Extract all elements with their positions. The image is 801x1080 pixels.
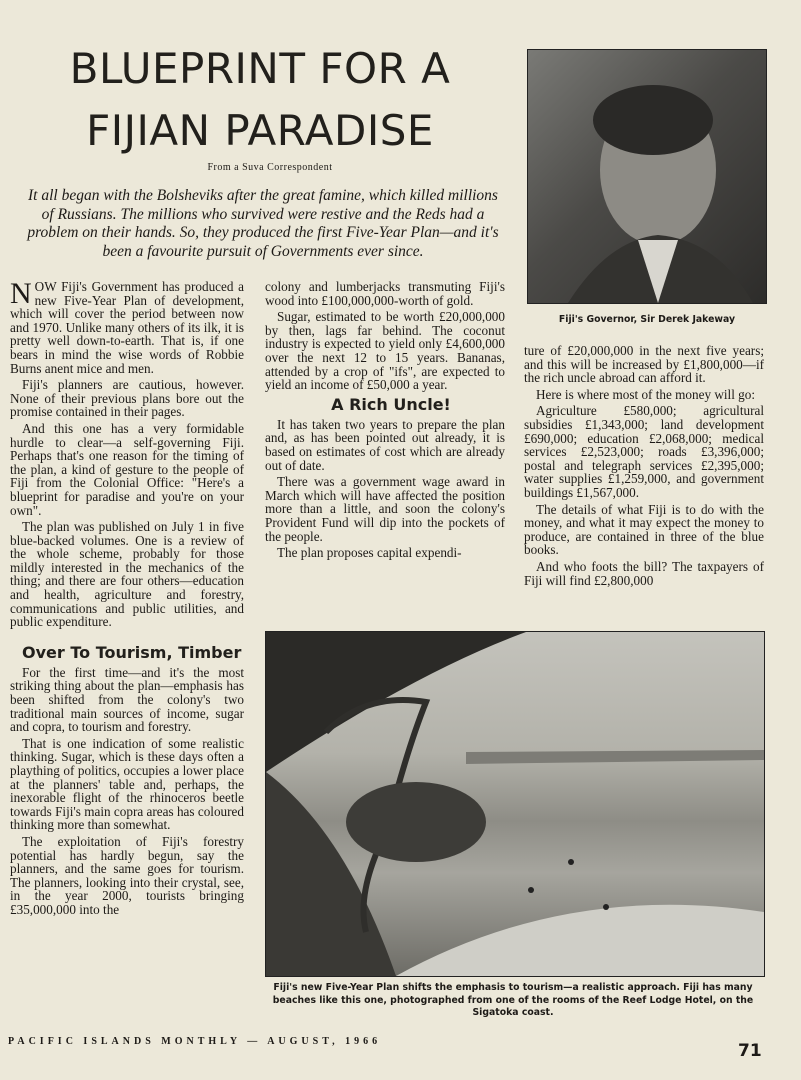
- col1-paragraph-2: Fiji's planners are cautious, however. None of their previous plans bore out the promise contained in their pages.: [10, 377, 244, 420]
- col3-paragraph-2: Here is where most of the money will go:: [536, 386, 756, 402]
- headline: [40, 38, 480, 162]
- beach-photo: [265, 631, 765, 977]
- col1-paragraph-6: That is one indication of some realistic thinking. Sugar, which is these days often a plaything of politics, occupies a lower place at the planners' table and, perhaps, the inexorable flight of the rhinoceros beetle towards Fiji's main copra areas has coloured thinking more than somewhat.: [10, 735, 244, 833]
- col3-paragraph-5: And who foots the bill? The taxpayers of Fiji will find £2,800,000: [524, 558, 764, 588]
- col2-paragraph-4: There was a government wage award in March which will have affected the position more than a little, and soon the colony's Provident Fund will dip into the pockets of the people.: [265, 474, 505, 544]
- intro-paragraph: It all began with the Bolsheviks after the great famine, which killed millions of Russians. The millions who survived were restive and the Reds had a problem on their hands. So, they produced the first Five-Year Plan—and it's been a favourite pursuit of Governments ever since.: [27, 187, 499, 260]
- col3-paragraph-3: Agriculture £580,000; agricultural subsidies £1,343,000; land development £690,000; education £2,068,000; medical services £2,523,000; roads £3,396,000; postal and telegraph services £2,395,000; water supplies £1,259,000, and government buildings £1,567,000.: [524, 403, 764, 500]
- headline-line-1: BLUEPRINT FOR A: [69, 44, 451, 93]
- byline: From a Suva Correspondent: [207, 162, 333, 173]
- col1-paragraph-5: For the first time—and it's the most striking thing about the plan—emphasis has been shifted from the colony's two traditional main sources of income, sugar and copra, to tourism and forestry.: [10, 664, 244, 735]
- col2-paragraph-2: Sugar, estimated to be worth £20,000,000 by then, lags far behind. The coconut industry is expected to yield only £4,600,000 over the next 12 to 15 years. Bananas, attended by a crop of "ifs", are expected to yield an income of £50,000 a year.: [265, 309, 505, 393]
- drop-cap: N: [10, 277, 32, 310]
- col1-paragraph-1-text: OW Fiji's Government has produced a new Five-Year Plan of development, which will cover the period between now and 1970. Unlike many others of its ilk, it is pretty well down-to-earth. That is, if one bears in mind the wise words of Robbie Burns anent mice and men.: [10, 279, 244, 376]
- subhead-rich-uncle: A Rich Uncle!: [331, 394, 451, 414]
- column-2: [265, 280, 505, 563]
- col2-paragraph-5: The plan proposes capital expendi-: [277, 545, 462, 561]
- page-number: 71: [738, 1041, 762, 1061]
- beach-caption: Fiji's new Five-Year Plan shifts the emphasis to tourism—a realistic approach. Fiji has many beaches like this one, photographed from one of the rooms of the Reef Lodge Hotel, on the Sigatoka coast.: [272, 982, 754, 1018]
- portrait-illustration: [528, 50, 766, 303]
- col2-paragraph-3: It has taken two years to prepare the plan and, as has been pointed out already, it is based on estimates of cost which are already out of date.: [265, 416, 505, 473]
- governor-portrait-photo: [527, 49, 767, 304]
- col3-paragraph-1: ture of £20,000,000 in the next five years; and this will be increased by £1,800,000—if the rich uncle abroad can afford it.: [524, 343, 764, 386]
- beach-illustration: [266, 632, 764, 976]
- col3-paragraph-4: The details of what Fiji is to do with the money, and what it may expect the money to produce, are contained in three of the blue books.: [524, 501, 764, 558]
- headline-line-2: FIJIAN PARADISE: [86, 106, 434, 155]
- col1-paragraph-4: The plan was published on July 1 in five blue-backed volumes. One is a review of the whole scheme, probably for those mildly interested in the mechanics of the thing; and there are four others—education and health, agriculture and forestry, communications and public utilities, and public expenditure.: [10, 519, 244, 630]
- col1-paragraph-1: [10, 277, 244, 376]
- column-3: [524, 344, 764, 590]
- subhead-tourism: Over To Tourism, Timber: [22, 642, 242, 662]
- col1-paragraph-7: The exploitation of Fiji's forestry potential has hardly begun, say the planners, and the same goes for tourism. The planners, looking into their crystal, see, in the year 2000, tourists bringing £35,000,000 into the: [10, 833, 244, 917]
- portrait-caption: Fiji's Governor, Sir Derek Jakeway: [558, 314, 736, 325]
- col1-paragraph-3: And this one has a very formidable hurdle to clear—a self-governing Fiji. Perhaps that's one reason for the timing of the plan, a kind of gesture to the people of Fiji from the Colonial Office: "Here's a blueprint for paradise and you're on your own".: [10, 420, 244, 518]
- footer-masthead: PACIFIC ISLANDS MONTHLY — AUGUST, 1966: [8, 1036, 382, 1047]
- column-1: [10, 277, 244, 920]
- col2-paragraph-1: colony and lumberjacks transmuting Fiji's wood into £100,000,000-worth of gold.: [265, 279, 505, 308]
